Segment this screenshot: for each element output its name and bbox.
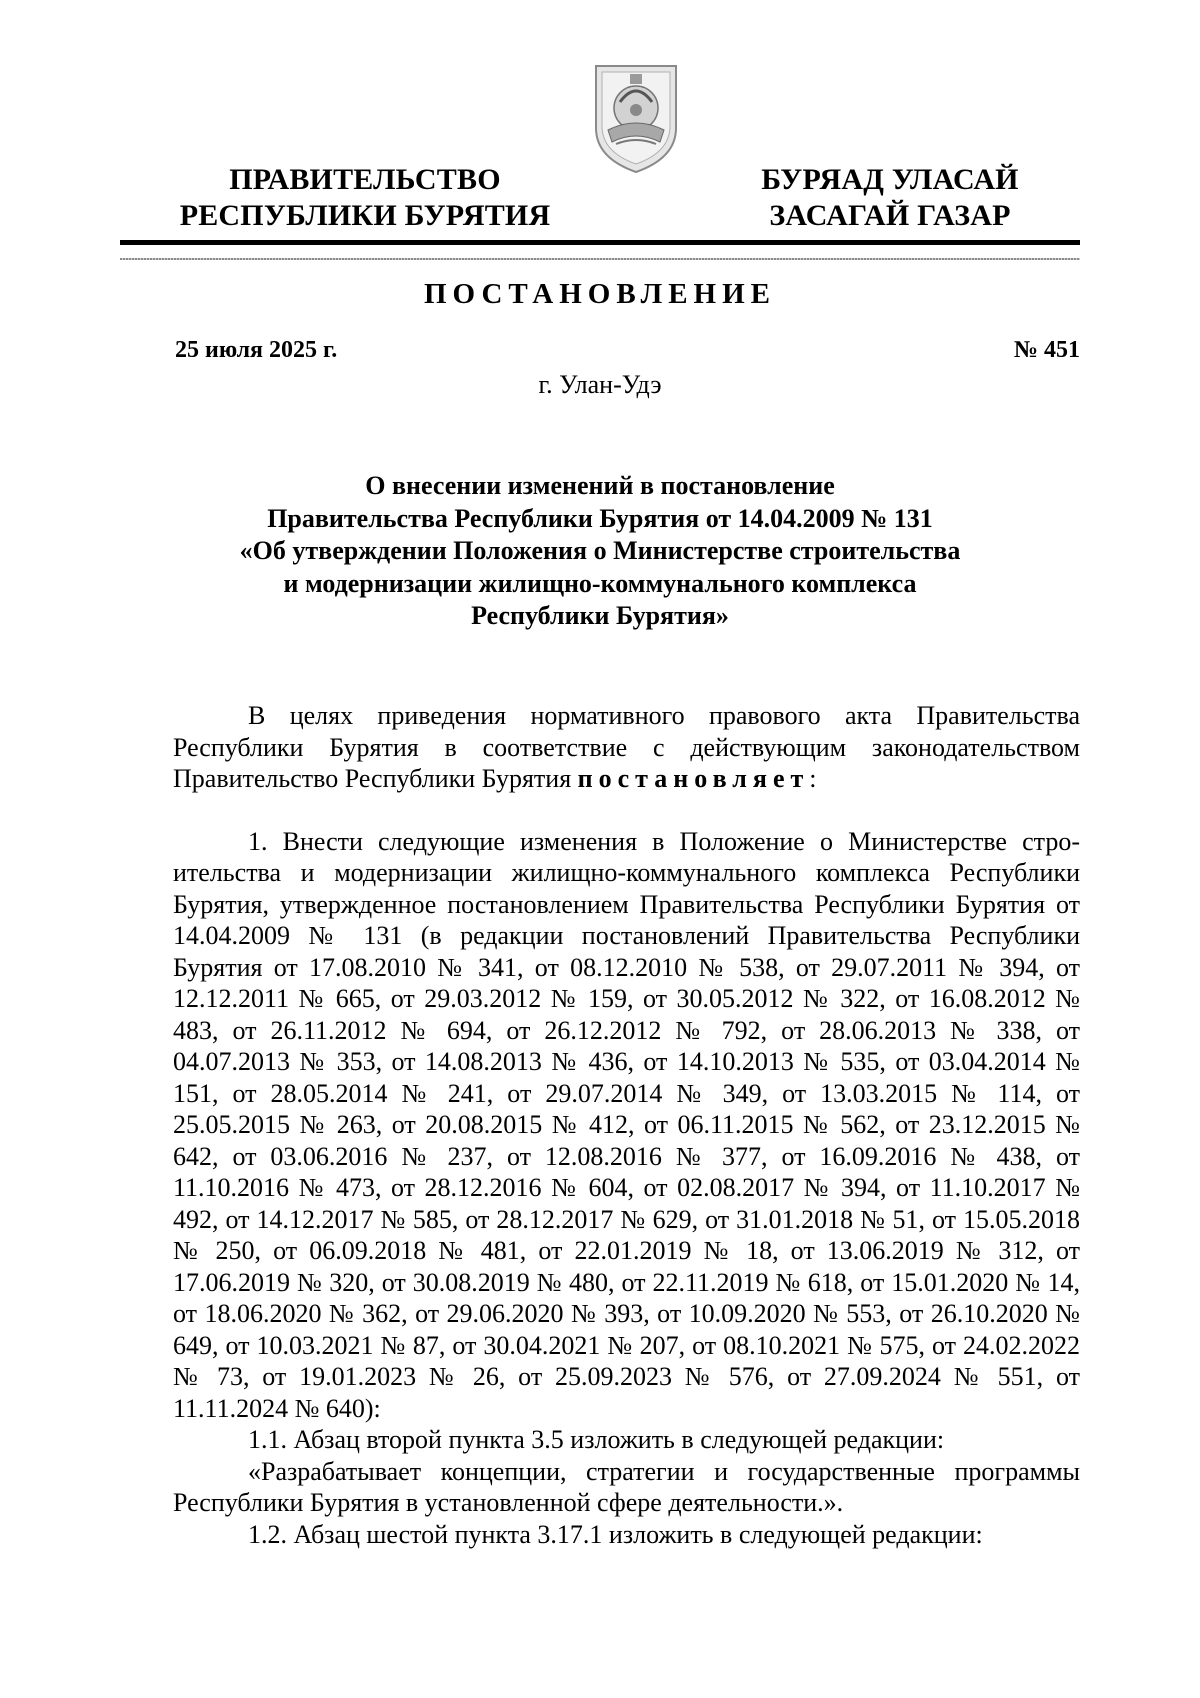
title-line-3: «Об утверждении Положения о Министерстве строительства xyxy=(239,536,961,565)
item-1-paragraph: 1. Внести следующие изменения в Положение о Министерстве строительства и модернизации жилищно-коммунального комплекса Республики Бурятия, утвержденное постановлением Правительства Республики Бурятия от 14.04.2009 № 131 (в редакции постановлений Правительства Республики Бурятия от 17.08.2010 № 341, от 08.12.2010 № 538, от 29.07.2011 № 394, от 12.12.2011 № 665, от 29.03.2012 № 159, от 30.05.2012 № 322, от 16.08.2012 № 483, от 26.11.2012 № 694, от 26.12.2012 № 792, от 28.06.2013 № 338, от 04.07.2013 № 353, от 14.08.2013 № 436, от 14.10.2013 № 535, от 03.04.2014 № 151, от 28.05.2014 № 241, от 29.07.2014 № 349, от 13.03.2015 № 114, от 25.05.2015 № 263, от 20.08.2015 № 412, от 06.11.2015 № 562, от 23.12.2015 № 642, от 03.06.2016 № 237, от 12.08.2016 № 377, от 16.09.2016 № 438, от 11.10.2016 № 473, от 28.12.2016 № 604, от 02.08.2017 № 394, от 11.10.2017 № 492, от 14.12.2017 № 585, от 28.12.2017 № 629, от 31.01.2018 № 51, от 15.05.2018 № 250, от 06.09.2018 № 481, от 22.01.2019 № 18, от 13.06.2019 № 312, от 17.06.2019 № 320, от 30.08.2019 № 480, от 22.11.2019 № 618, от 15.01.2020 № 14, от 18.06.2020 № 362, от 29.06.2020 № 393, от 10.09.2020 № 553, от 26.10.2020 № 649, от 10.03.2021 № 87, от 30.04.2021 № 207, от 08.10.2021 № 575, от 24.02.2022 № 73, от 19.01.2023 № 26, от 25.09.2023 № 576, от 27.09.2024 № 551, от 11.11.2024 № 640): xyxy=(173,826,1080,1423)
document-type: ПОСТАНОВЛЕНИЕ xyxy=(423,278,776,310)
resolves-colon: : xyxy=(809,764,817,793)
header-left-line1: ПРАВИТЕЛЬСТВО xyxy=(229,163,501,196)
government-name-bua xyxy=(730,162,1050,234)
document-number: № 451 xyxy=(1013,337,1080,363)
header-divider-thick xyxy=(120,240,1080,245)
document-body xyxy=(173,700,1080,1550)
header-right-line1: БУРЯАД УЛАСАЙ xyxy=(761,163,1019,196)
title-line-1: О внесении изменений в постановление xyxy=(365,471,835,500)
preamble-text: В целях приведения нормативного правового акта Правительства Республики Бурятия в соответствие с действующим законодательством Правительство Республики Бурятия xyxy=(173,701,1080,793)
resolves-word: постановляет xyxy=(577,764,810,793)
item-1-1-paragraph: 1.1. Абзац второй пункта 3.5 изложить в следующей редакции: xyxy=(248,1425,945,1454)
header-divider-thin xyxy=(120,258,1080,260)
document-city: г. Улан-Удэ xyxy=(538,370,662,399)
header-left-line2: РЕСПУБЛИКИ БУРЯТИЯ xyxy=(179,199,551,232)
title-line-2: Правительства Республики Бурятия от 14.04.2009 № 131 xyxy=(267,503,933,533)
item-1-2-paragraph: 1.2. Абзац шестой пункта 3.17.1 изложить в следующей редакции: xyxy=(248,1519,983,1549)
title-line-4: и модернизации жилищно-коммунального комплекса xyxy=(283,568,917,598)
title-line-5: Республики Бурятия» xyxy=(471,601,729,630)
document-date: 25 июля 2025 г. xyxy=(175,337,338,363)
document-title xyxy=(150,470,1050,633)
header-right-line2: ЗАСАГАЙ ГАЗАР xyxy=(769,199,1011,232)
quote-1-paragraph: «Разрабатывает концепции, стратегии и государственные программы Республики Бурятия в установленной сфере деятельности.». xyxy=(173,1456,1080,1517)
preamble-paragraph xyxy=(173,700,1080,795)
government-name-ru xyxy=(175,162,555,234)
coat-of-arms-icon xyxy=(590,58,682,176)
